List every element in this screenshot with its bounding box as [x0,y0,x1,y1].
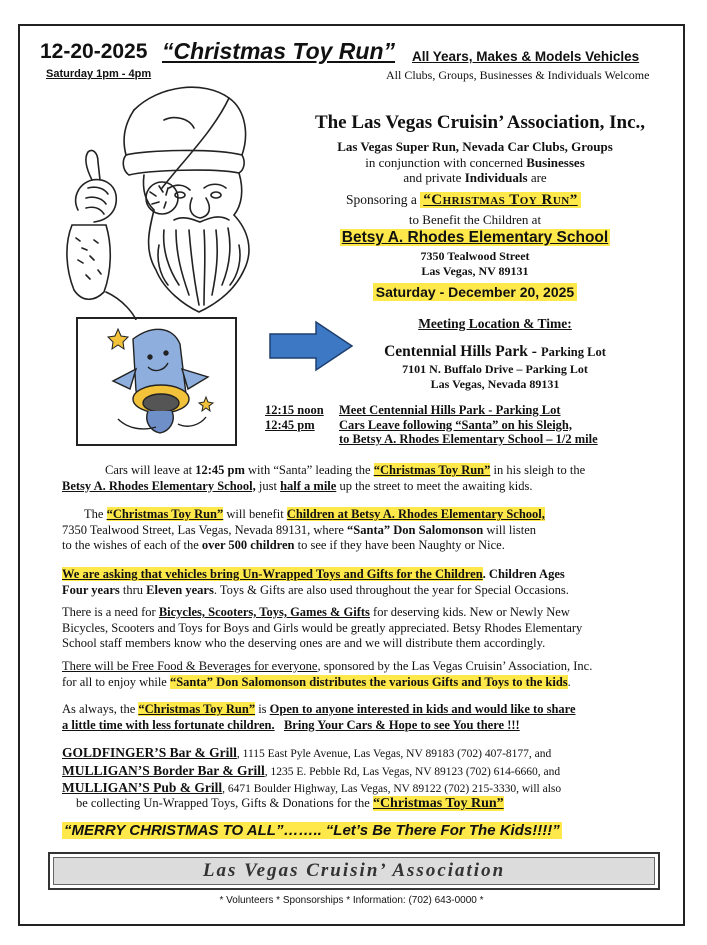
meeting-heading: Meeting Location & Time: [418,316,572,331]
event-day-line [290,284,660,302]
merry-christmas-line: “MERRY CHRISTMAS TO ALL”…….. “Let’s Be There For The Kids!!!!” [64,822,560,839]
event-title: “Christmas Toy Run” [162,38,396,64]
school-name: Betsy A. Rhodes Elementary School [341,229,609,246]
park-address: 7101 N. Buffalo Drive – Parking Lot Las Vegas, Nevada 89131 [402,362,588,391]
park-line: Centennial Hills Park - Parking Lot [384,343,606,360]
event-date: 12-20-2025 [40,40,148,63]
rocket-box [76,317,237,446]
santa-illustration [64,80,300,320]
event-day: Saturday - December 20, 2025 [373,283,577,301]
org-line-1: Las Vegas Super Run, Nevada Car Clubs, Groups [337,139,613,154]
paragraph-request: We are asking that vehicles bring Un-Wrapped Toys and Gifts for the Children. Children Ages Four years thru Eleven years. Toys & Gifts are also used throughout the year for Special Occasions. [62,567,569,597]
paragraph-needs: There is a need for Bicycles, Scooters, Toys, Games & Gifts for deserving kids. New or Newly New Bicycles, Scooters and Toys for Boys and Girls would be greatly appreciated. Betsy Rhodes Elementary School staff members know who the deserving ones are and we will distribute them accordingly. [62,605,583,650]
schedule-row: 12:45 pm Cars Leave following “Santa” on his Sleigh, [265,417,573,432]
venue-item: GOLDFINGER’S Bar & Grill, 1115 East Pyle Avenue, Las Vegas, NV 89183 (702) 407-8177, and [62,745,552,760]
toy-run-highlight: “Christmas Toy Run” [420,192,580,208]
schedule-row: to Betsy A. Rhodes Elementary School – 1/2 mile [339,432,598,446]
schedule [265,403,675,447]
collecting-line: be collecting Un-Wrapped Toys, Gifts & Donations for the “Christmas Toy Run” [76,796,504,811]
org-name: The Las Vegas Cruisin’ Association, Inc., [314,112,646,133]
school-address: 7350 Tealwood Street Las Vegas, NV 89131 [420,249,530,278]
org-line-2: in conjunction with concerned Businesses [365,154,585,170]
venue-item: MULLIGAN’S Pub & Grill, 6471 Boulder Highway, Las Vegas, NV 89122 (702) 215-3330, will also [62,780,562,795]
paragraph-departure: Cars will leave at 12:45 pm with “Santa” leading the “Christmas Toy Run” in his sleigh to the Betsy A. Rhodes Elementary School, just half a mile up the street to meet the awaiting kids. [62,463,586,493]
banner-text: Las Vegas Cruisin’ Association [202,860,506,881]
association-banner [48,852,660,890]
school-line [290,229,660,247]
paragraph-invite: As always, the “Christmas Toy Run” is Open to anyone interested in kids and would like to share a little time with less fortunate children. Bring Your Cars & Hope to see You there !!! [62,702,576,732]
welcome-note: All Clubs, Groups, Businesses & Individuals Welcome [386,68,650,82]
event-time: Saturday 1pm - 4pm [46,68,152,80]
sponsoring-line: Sponsoring a “Christmas Toy Run” [346,192,581,209]
paragraph-food: There will be Free Food & Beverages for everyone, sponsored by the Las Vegas Cruisin’ Association, Inc. for all to enjoy while “Santa” Don Salomonson distributes the various Gifts and Toys to the kids. [62,659,593,689]
paragraph-benefit: The “Christmas Toy Run” will benefit Children at Betsy A. Rhodes Elementary School, 7350 Tealwood Street, Las Vegas, Nevada 89131, where “Santa” Don Salomonson will listen to the wishes of each of the over 500 children to see if they have been Naughty or Nice. [62,507,545,552]
benefit-line: to Benefit the Children at [408,212,542,227]
org-description [290,139,660,186]
rocket-illustration [78,319,235,444]
org-line-3: and private Individuals are [403,170,547,185]
vehicles-note: All Years, Makes & Models Vehicles [412,49,640,64]
venue-list [62,745,677,798]
venue-item: MULLIGAN’S Border Bar & Grill, 1235 E. Pebble Rd, Las Vegas, NV 89123 (702) 614-6660, and [62,762,561,778]
footer-info: * Volunteers * Sponsorships * Information: (702) 643-0000 * [219,895,484,906]
schedule-row: 12:15 noon Meet Centennial Hills Park - Parking Lot [265,403,561,417]
